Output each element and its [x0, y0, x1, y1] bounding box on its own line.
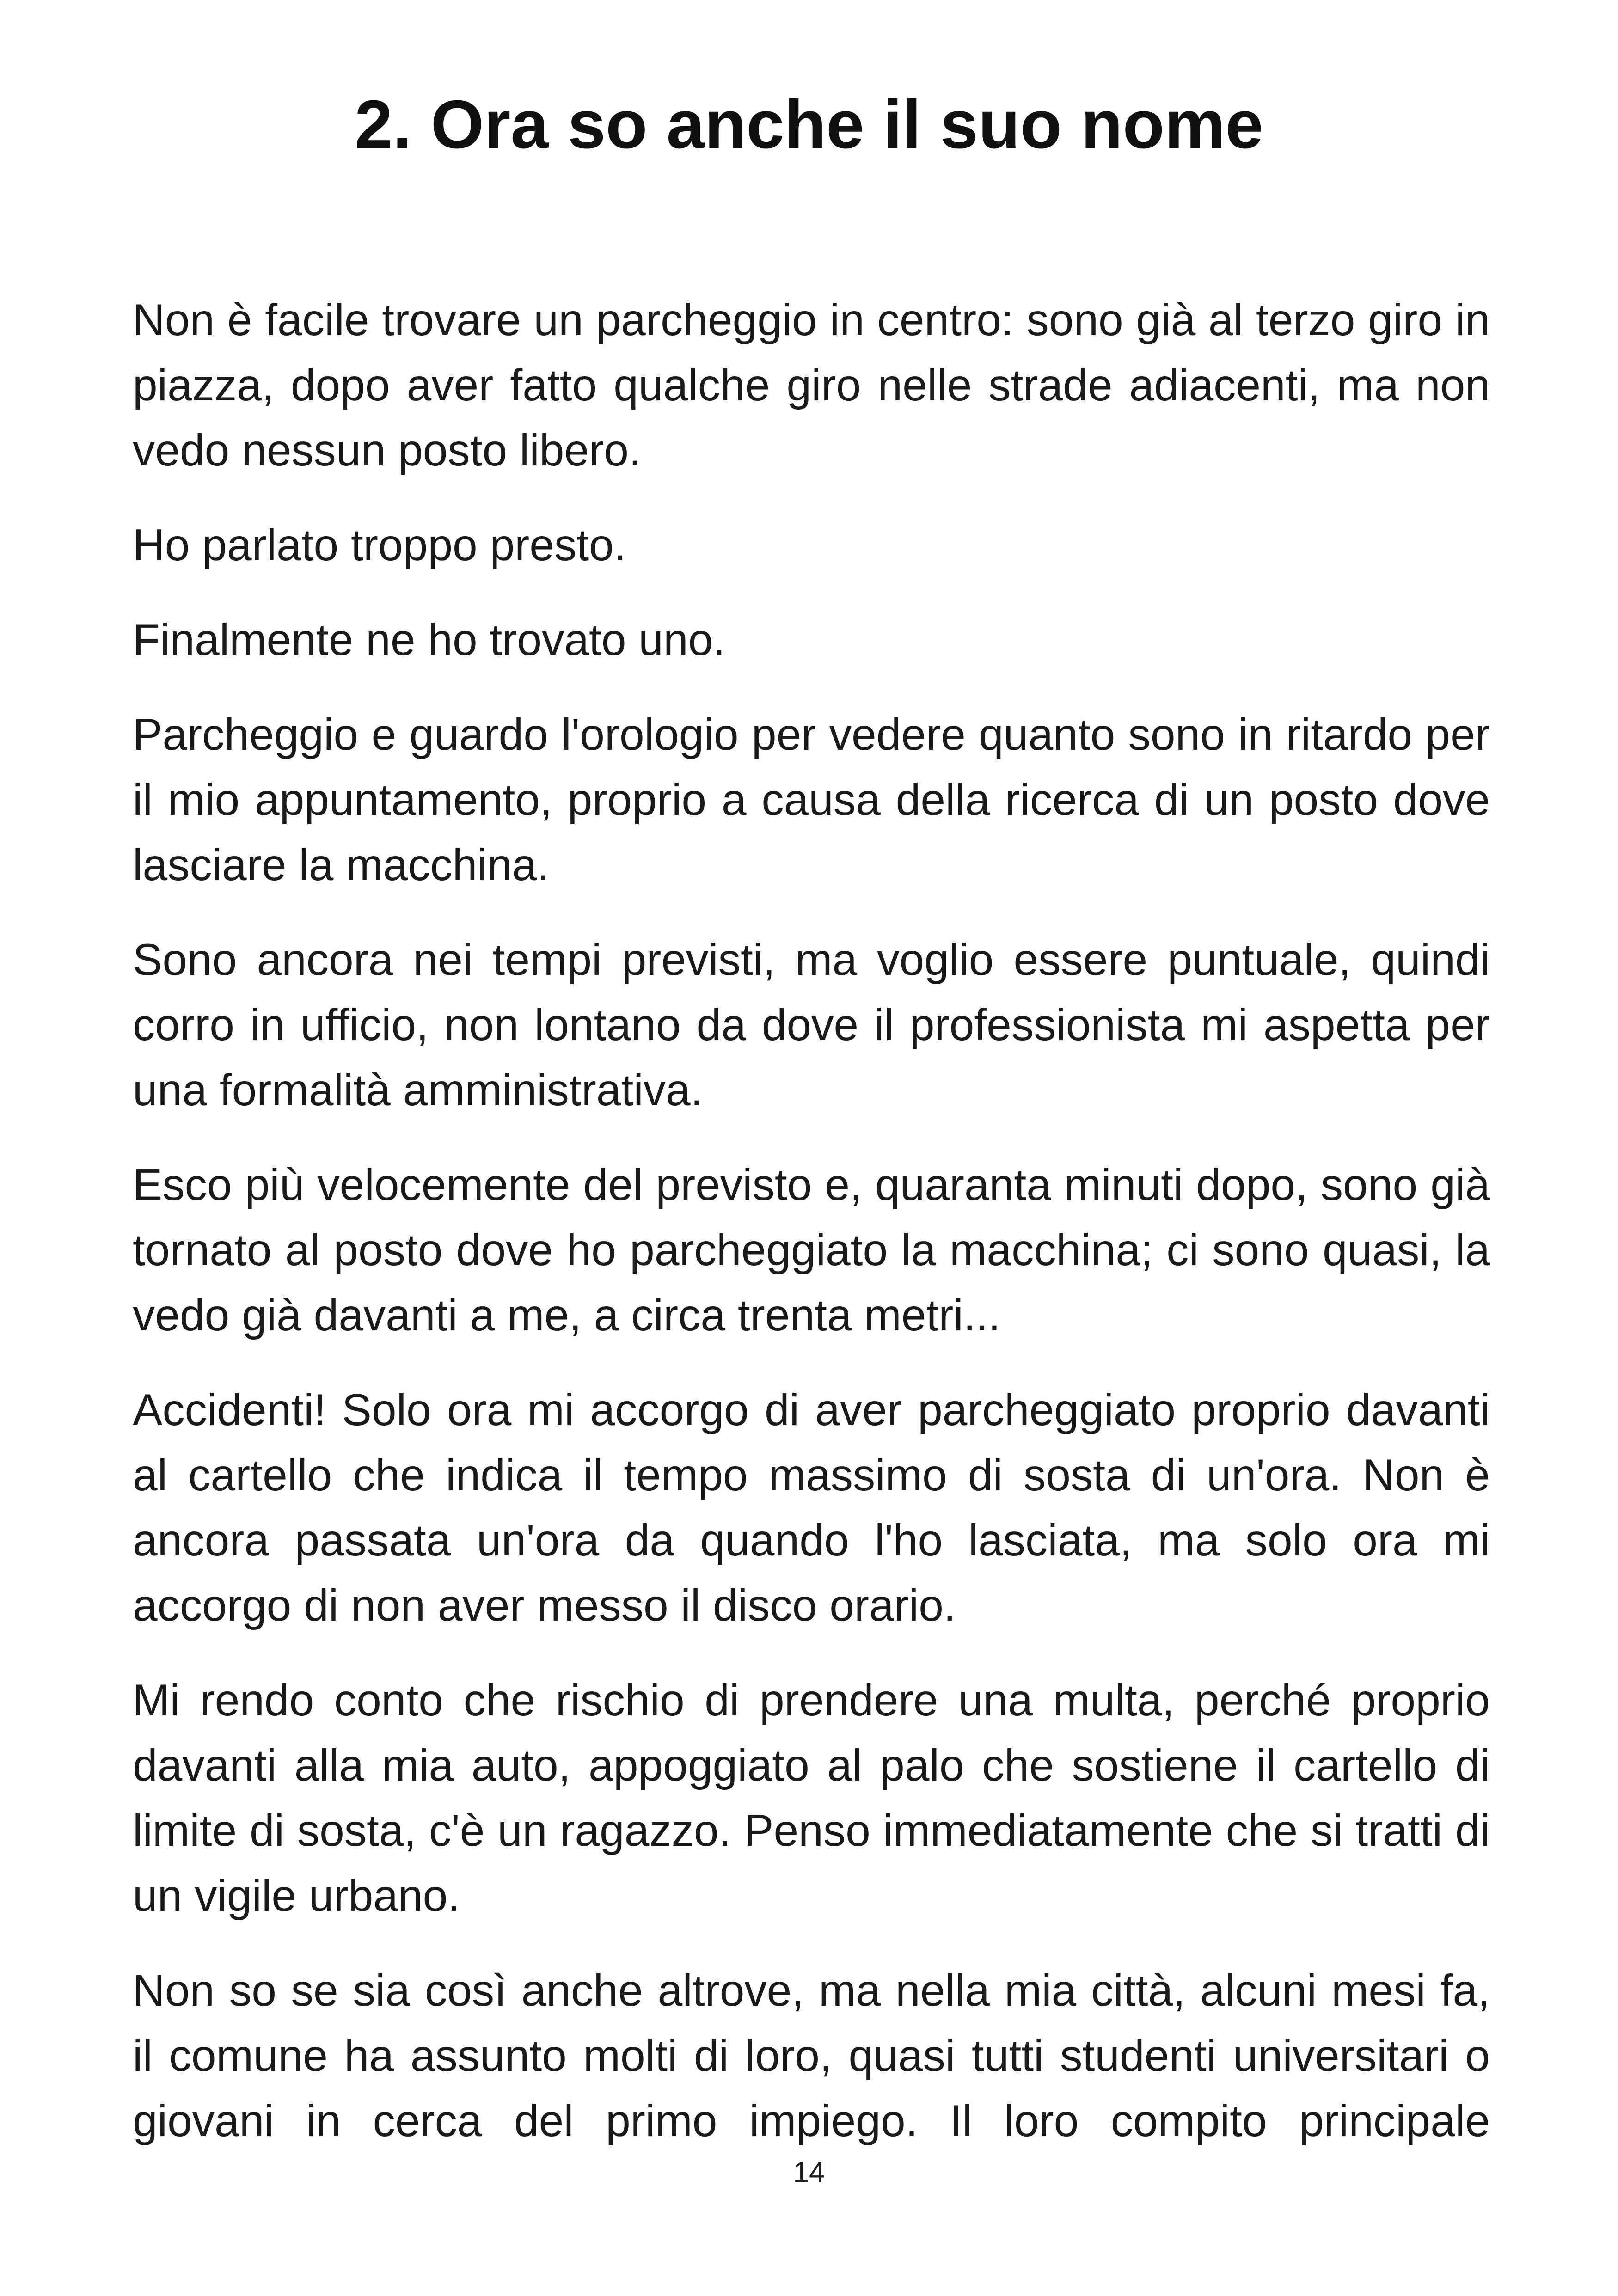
chapter-body	[133, 288, 1490, 2183]
paragraph: Finalmente ne ho trovato uno.	[133, 615, 726, 665]
paragraph: Sono ancora nei tempi previsti, ma voglio essere puntuale, quindi corro in ufficio, non lontano da dove il professionista mi aspetta per una formalità amministrativa.	[133, 935, 1490, 1115]
chapter-title: 2. Ora so anche il suo nome	[355, 86, 1263, 163]
paragraph: Parcheggio e guardo l'orologio per vedere quanto sono in ritardo per il mio appuntamento, proprio a causa della ricerca di un posto dove lasciare la macchina.	[133, 710, 1490, 890]
paragraph: Mi rendo conto che rischio di prendere una multa, perché proprio davanti alla mia auto, appoggiato al palo che sostiene il cartello di limite di sosta, c'è un ragazzo. Penso immediatamente che si tratti di un vigile urbano.	[133, 1676, 1490, 1921]
paragraph: Non è facile trovare un parcheggio in centro: sono già al terzo giro in piazza, dopo aver fatto qualche giro nelle strade adiacenti, ma non vedo nessun posto libero.	[133, 295, 1490, 475]
paragraph: Accidenti! Solo ora mi accorgo di aver parcheggiato proprio davanti al cartello che indica il tempo massimo di sosta di un'ora. Non è ancora passata un'ora da quando l'ho lasciata, ma solo ora mi accorgo di non aver messo il disco orario.	[133, 1385, 1490, 1630]
page-number: 14	[793, 2156, 825, 2188]
paragraph: Esco più velocemente del previsto e, quaranta minuti dopo, sono già tornato al posto dove ho parcheggiato la macchina; ci sono quasi, la vedo già davanti a me, a circa trenta metri...	[133, 1160, 1490, 1340]
paragraph: Non so se sia così anche altrove, ma nella mia città, alcuni mesi fa, il comune ha assunto molti di loro, quasi tutti studenti universitari o giovani in cerca del primo impiego. Il loro compito principale	[133, 1966, 1490, 2146]
paragraph: Ho parlato troppo presto.	[133, 520, 626, 570]
